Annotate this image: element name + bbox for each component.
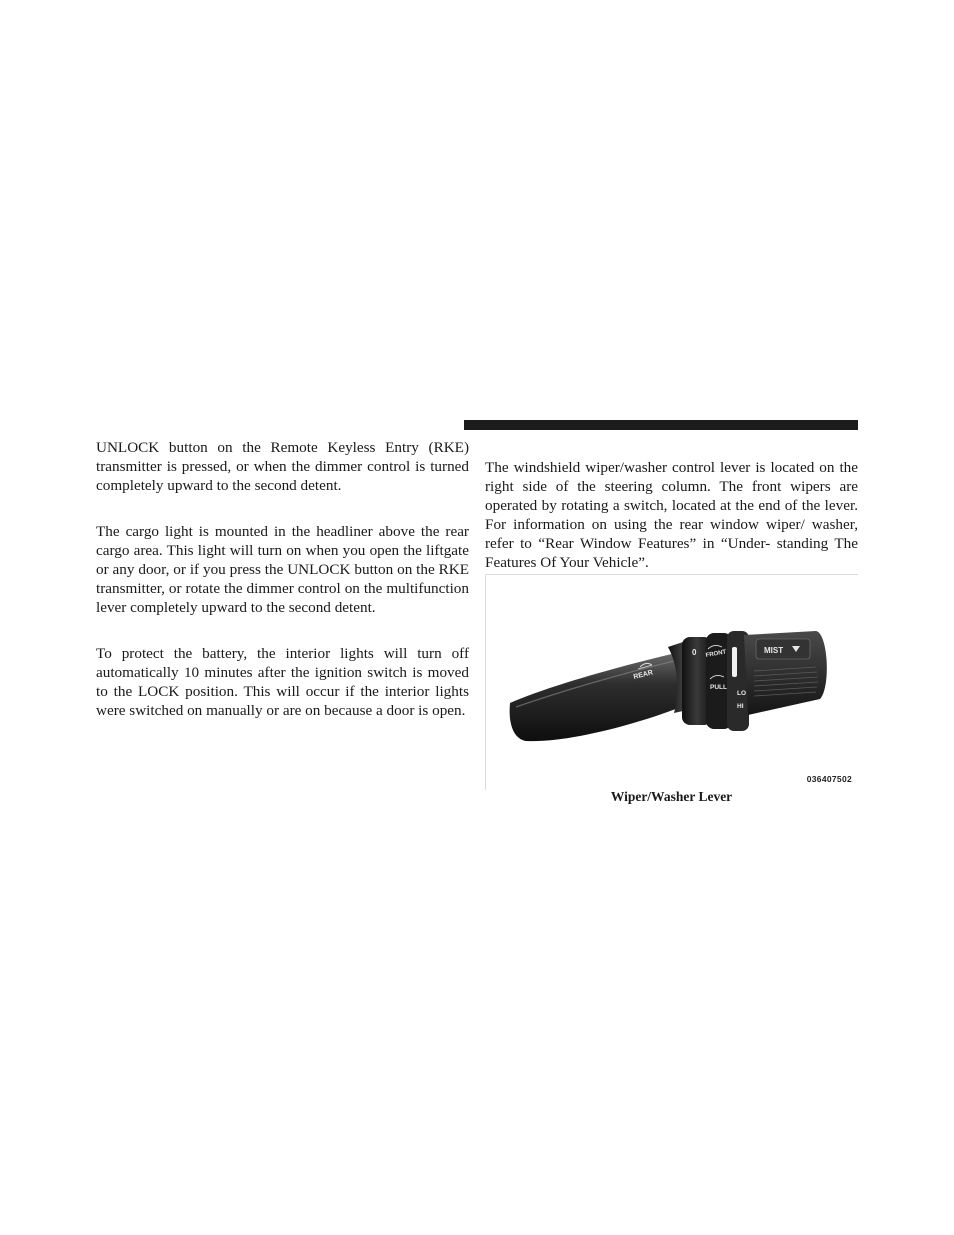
image-code: 036407502 xyxy=(806,774,852,784)
lever-stalk xyxy=(510,653,686,741)
figure-caption: Wiper/Washer Lever xyxy=(610,789,733,804)
paragraph-battery-protection: To protect the battery, the interior lights will turn off automatically 10 minutes after the ignition switch is moved to the LOCK position. This will occur if the interior lights were switched on manually or are on because a door is open. xyxy=(96,645,469,719)
label-front: FRONT xyxy=(705,649,727,659)
label-rear: REAR xyxy=(632,669,654,681)
right-column xyxy=(485,458,858,572)
label-zero: 0 xyxy=(692,648,697,657)
label-lo: LO xyxy=(737,690,747,697)
paragraph-unlock-continued: UNLOCK button on the Remote Keyless Entry (RKE) transmitter is pressed, or when the dimmer control is turned completely upward to the second detent. xyxy=(96,439,469,494)
paragraph-cargo-light: The cargo light is mounted in the headliner above the rear cargo area. This light will turn on when you open the liftgate or any door, or if you press the UNLOCK button on the RKE transmitter, or rotate the dimmer control on the multifunction lever completely upward to the second detent. xyxy=(96,523,469,616)
label-mist: MIST xyxy=(764,646,784,655)
paragraph-wiper-washer: The windshield wiper/washer control lever is located on the right side of the steering column. The front wipers are operated by rotating a switch, located at the end of the lever. For information on using the rear window wiper/ washer, refer to “Rear Window Features” in “Under- standing The Features Of Your Vehicle”. xyxy=(485,459,858,571)
section-header-bar xyxy=(464,420,858,430)
wiper-lever-figure xyxy=(485,574,858,790)
label-hi: HI xyxy=(737,703,744,710)
left-column xyxy=(96,438,469,720)
label-pull: PULL xyxy=(710,684,727,691)
wiper-lever-illustration xyxy=(486,575,857,789)
